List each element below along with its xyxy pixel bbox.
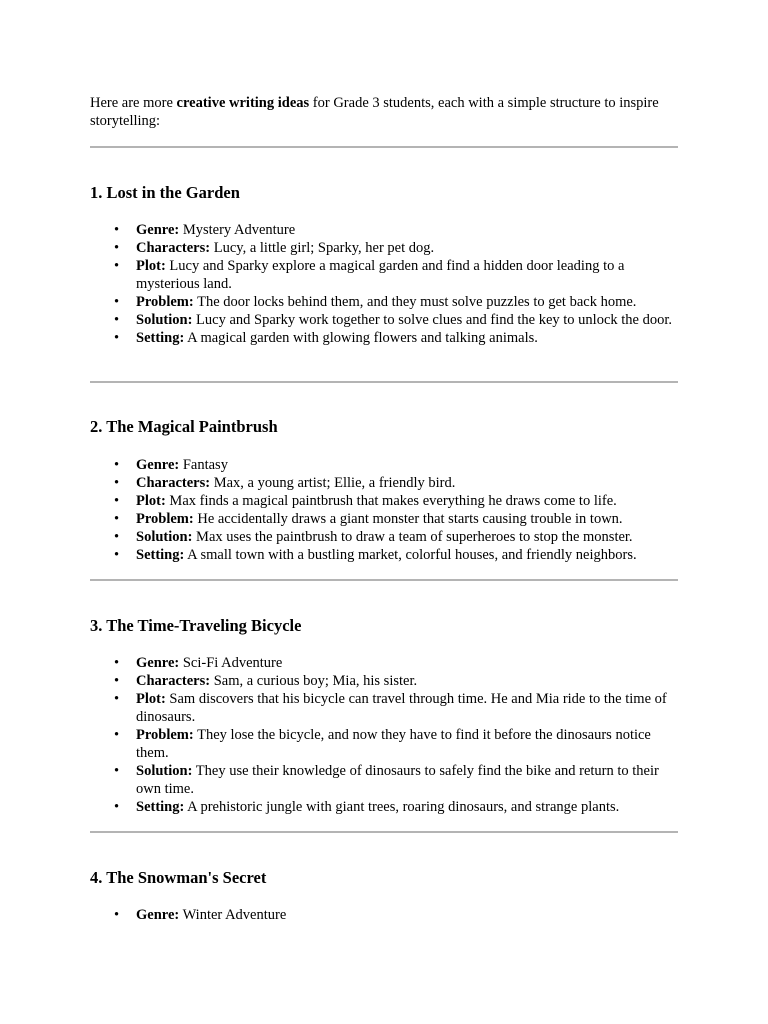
field-value: Lucy and Sparky work together to solve clues and find the key to unlock the door. — [192, 312, 673, 328]
field-characters — [136, 474, 680, 492]
field-label: Characters: — [136, 673, 211, 689]
field-value: Fantasy — [179, 457, 228, 473]
intro-text-start: Here are more — [90, 95, 177, 111]
field-label: Genre: — [136, 655, 180, 671]
section-divider — [90, 579, 678, 581]
field-label: Setting: — [136, 547, 185, 563]
field-problem — [136, 726, 680, 762]
field-value: They lose the bicycle, and now they have to find it before the dinosaurs notice them. — [136, 727, 651, 761]
field-label: Solution: — [136, 763, 193, 779]
field-value: Lucy and Sparky explore a magical garden and find a hidden door leading to a mysterious land. — [136, 258, 625, 292]
field-value: Sci-Fi Adventure — [179, 655, 283, 671]
field-label: Solution: — [136, 529, 193, 545]
field-value: Winter Adventure — [179, 907, 287, 923]
field-setting — [136, 546, 680, 564]
field-solution — [136, 311, 680, 329]
section-divider — [90, 831, 678, 833]
field-solution — [136, 762, 680, 798]
field-value: Max finds a magical paintbrush that makes everything he draws come to life. — [165, 493, 617, 509]
section-divider — [90, 381, 678, 383]
field-value: Lucy, a little girl; Sparky, her pet dog. — [210, 240, 435, 256]
field-value: A magical garden with glowing flowers and talking animals. — [184, 330, 538, 346]
section-title-the-magical-paintbrush: 2. The Magical Paintbrush — [90, 417, 278, 436]
field-label: Genre: — [136, 222, 180, 238]
field-characters — [136, 239, 680, 257]
field-genre — [136, 654, 680, 672]
field-label: Problem: — [136, 727, 194, 743]
field-label: Problem: — [136, 294, 194, 310]
field-plot — [136, 492, 680, 510]
field-problem — [136, 293, 680, 311]
section-title-the-snowmans-secret: 4. The Snowman's Secret — [90, 868, 267, 887]
field-genre — [136, 456, 680, 474]
field-genre — [136, 906, 680, 924]
field-value: Sam discovers that his bicycle can travel through time. He and Mia ride to the time of dinosaurs. — [136, 691, 667, 725]
field-problem — [136, 510, 680, 528]
field-value: They use their knowledge of dinosaurs to safely find the bike and return to their own time. — [136, 763, 659, 797]
field-label: Setting: — [136, 330, 185, 346]
field-label: Solution: — [136, 312, 193, 328]
field-genre — [136, 221, 680, 239]
field-label: Problem: — [136, 511, 194, 527]
section-title-lost-in-the-garden: 1. Lost in the Garden — [90, 183, 240, 202]
intro-paragraph — [90, 94, 680, 130]
field-label: Genre: — [136, 457, 180, 473]
story-1-field-list — [90, 221, 680, 347]
field-label: Plot: — [136, 691, 166, 707]
story-4-field-list — [90, 906, 680, 924]
field-value: Sam, a curious boy; Mia, his sister. — [210, 673, 418, 689]
field-label: Genre: — [136, 907, 180, 923]
field-characters — [136, 672, 680, 690]
field-label: Characters: — [136, 475, 211, 491]
field-plot — [136, 690, 680, 726]
story-2-field-list — [90, 456, 680, 564]
field-value: A small town with a bustling market, colorful houses, and friendly neighbors. — [184, 547, 637, 563]
field-value: Max uses the paintbrush to draw a team of superheroes to stop the monster. — [192, 529, 633, 545]
field-value: The door locks behind them, and they must solve puzzles to get back home. — [193, 294, 637, 310]
field-label: Plot: — [136, 258, 166, 274]
field-setting — [136, 329, 680, 347]
field-value: He accidentally draws a giant monster that starts causing trouble in town. — [193, 511, 623, 527]
field-setting — [136, 798, 680, 816]
story-3-field-list — [90, 654, 680, 816]
field-value: Max, a young artist; Ellie, a friendly bird. — [210, 475, 456, 491]
intro-text-bold: creative writing ideas — [176, 95, 310, 111]
field-value: Mystery Adventure — [179, 222, 296, 238]
section-title-the-time-traveling-bicycle: 3. The Time-Traveling Bicycle — [90, 616, 302, 635]
field-label: Setting: — [136, 799, 185, 815]
intro-text-end: for Grade 3 students, each with a simple structure to inspire storytelling: — [90, 95, 659, 129]
field-label: Plot: — [136, 493, 166, 509]
section-divider — [90, 146, 678, 148]
field-solution — [136, 528, 680, 546]
field-value: A prehistoric jungle with giant trees, roaring dinosaurs, and strange plants. — [184, 799, 620, 815]
field-plot — [136, 257, 680, 293]
field-label: Characters: — [136, 240, 211, 256]
